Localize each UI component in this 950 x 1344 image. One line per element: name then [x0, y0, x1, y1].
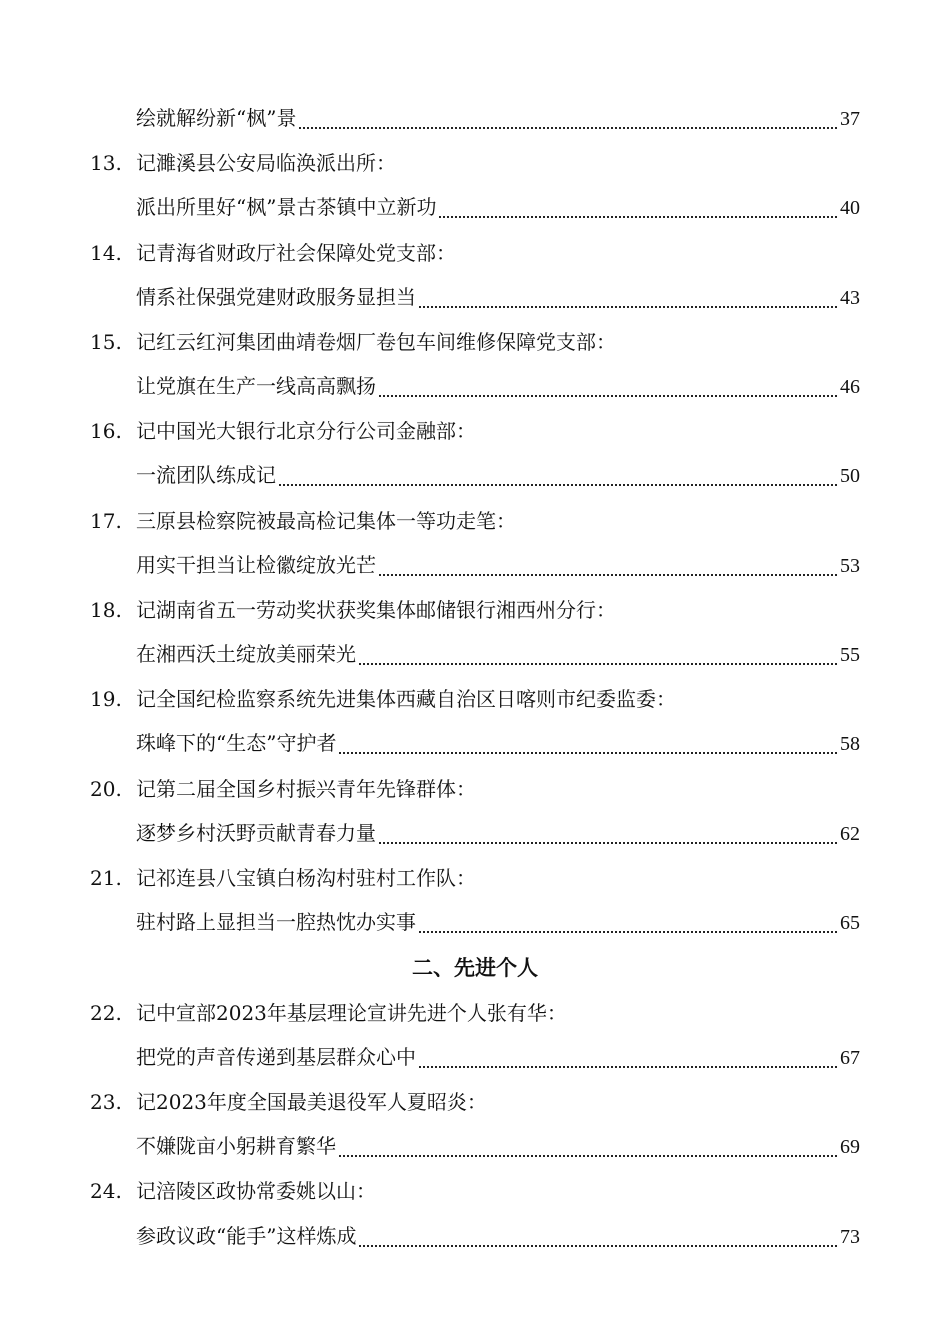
- toc-entry-heading: 记2023年度全国最美退役军人夏昭炎：: [136, 1090, 487, 1114]
- toc-entry-number: 14.: [90, 241, 122, 265]
- toc-entry-subtitle-line[interactable]: [90, 905, 860, 939]
- toc-entry-subtitle: 珠峰下的“生态”守护者: [136, 731, 337, 755]
- toc-entry-heading-line: [90, 861, 860, 895]
- toc-entry-subtitle: 让党旗在生产一线高高飘扬: [136, 374, 376, 398]
- toc-entry-heading: 记湖南省五一劳动奖状获奖集体邮储银行湘西州分行：: [136, 598, 616, 622]
- toc-entry-heading: 三原县检察院被最高检记集体一等功走笔：: [136, 509, 516, 533]
- section-heading: 二、先进个人: [412, 956, 538, 980]
- toc-page-number: 62: [840, 823, 860, 845]
- toc-page-number: 55: [840, 644, 860, 666]
- toc-page-number: 69: [840, 1136, 860, 1158]
- toc-entry-number: 20.: [90, 777, 122, 801]
- toc-entry-number: 13.: [90, 151, 122, 175]
- toc-entry-heading-line: [90, 504, 860, 538]
- toc-entry-heading-line: [90, 682, 860, 716]
- toc-entry-subtitle: 驻村路上显担当一腔热忱办实事: [136, 910, 416, 934]
- toc-entry-heading-line: [90, 593, 860, 627]
- toc-entry-number: 19.: [90, 687, 122, 711]
- toc-entry-heading-line: [90, 414, 860, 448]
- toc-entry-subtitle: 绘就解纷新“枫”景: [136, 106, 297, 130]
- toc-entry-heading-line: [90, 1085, 860, 1119]
- toc-page-number: 50: [840, 465, 860, 487]
- toc-page-number: 40: [840, 197, 860, 219]
- toc-entry-subtitle: 参政议政“能手”这样炼成: [136, 1224, 357, 1248]
- toc-entry-subtitle: 用实干担当让检徽绽放光芒: [136, 553, 376, 577]
- toc-entry-subtitle-line[interactable]: [90, 458, 860, 492]
- toc-page-number: 67: [840, 1047, 860, 1069]
- toc-entry-heading: 记青海省财政厅社会保障处党支部：: [136, 241, 456, 265]
- dot-leader: [419, 1066, 837, 1068]
- toc-entry-heading-line: [90, 772, 860, 806]
- toc-entry-subtitle-line[interactable]: [90, 637, 860, 671]
- toc-page-number: 58: [840, 733, 860, 755]
- dot-leader: [299, 127, 837, 129]
- dot-leader: [339, 1155, 837, 1157]
- toc-page-number: 46: [840, 376, 860, 398]
- toc-entry-heading: 记中宣部2023年基层理论宣讲先进个人张有华：: [136, 1001, 567, 1025]
- toc-entry-number: 23.: [90, 1090, 122, 1114]
- dot-leader: [439, 216, 837, 218]
- toc-entry-number: 22.: [90, 1001, 122, 1025]
- toc-entry-number: 17.: [90, 509, 122, 533]
- toc-entry-subtitle-line[interactable]: [90, 1219, 860, 1253]
- dot-leader: [339, 752, 837, 754]
- toc-entry-heading-line: [90, 996, 860, 1030]
- toc-entry-heading: 记第二届全国乡村振兴青年先锋群体：: [136, 777, 476, 801]
- dot-leader: [359, 663, 837, 665]
- toc-entry-number: 18.: [90, 598, 122, 622]
- toc-entry-subtitle: 派出所里好“枫”景古茶镇中立新功: [136, 195, 437, 219]
- dot-leader: [419, 931, 837, 933]
- toc-entry-subtitle: 不嫌陇亩小躬耕育繁华: [136, 1134, 336, 1158]
- dot-leader: [379, 842, 837, 844]
- toc-entry-number: 16.: [90, 419, 122, 443]
- toc-entry-subtitle: 一流团队练成记: [136, 463, 276, 487]
- toc-entry-subtitle-line[interactable]: [90, 280, 860, 314]
- toc-entry-heading-line: [90, 146, 860, 180]
- toc-entry-subtitle-line[interactable]: [90, 1040, 860, 1074]
- toc-page-number: 53: [840, 555, 860, 577]
- toc-entry-heading-line: [90, 325, 860, 359]
- toc-entry-heading: 记红云红河集团曲靖卷烟厂卷包车间维修保障党支部：: [136, 330, 616, 354]
- toc-entry-heading-line: [90, 236, 860, 270]
- toc-entry-heading: 记祁连县八宝镇白杨沟村驻村工作队：: [136, 866, 476, 890]
- dot-leader: [419, 306, 837, 308]
- toc-entry-subtitle: 情系社保强党建财政服务显担当: [136, 285, 416, 309]
- toc-entry-heading: 记中国光大银行北京分行公司金融部：: [136, 419, 476, 443]
- toc-entry-heading: 记全国纪检监察系统先进集体西藏自治区日喀则市纪委监委：: [136, 687, 676, 711]
- toc-entry-number: 15.: [90, 330, 122, 354]
- toc-entry-subtitle-line[interactable]: [90, 1129, 860, 1163]
- toc-entry-subtitle-line[interactable]: [90, 548, 860, 582]
- toc-entry-heading: 记濉溪县公安局临涣派出所：: [136, 151, 396, 175]
- toc-entry-heading-line: [90, 1174, 860, 1208]
- toc-entry-subtitle-line[interactable]: [90, 726, 860, 760]
- toc-entry-subtitle: 逐梦乡村沃野贡献青春力量: [136, 821, 376, 845]
- toc-entry-number: 21.: [90, 866, 122, 890]
- dot-leader: [359, 1245, 837, 1247]
- toc-page-number: 73: [840, 1226, 860, 1248]
- toc-page-number: 37: [840, 108, 860, 130]
- toc-page-number: 65: [840, 912, 860, 934]
- dot-leader: [379, 574, 837, 576]
- dot-leader: [279, 484, 837, 486]
- toc-entry-number: 24.: [90, 1179, 122, 1203]
- toc-entry-subtitle: 把党的声音传递到基层群众心中: [136, 1045, 416, 1069]
- dot-leader: [379, 395, 837, 397]
- toc-entry-subtitle-line[interactable]: [90, 190, 860, 224]
- toc-entry-subtitle-line[interactable]: [90, 101, 860, 135]
- toc-page-number: 43: [840, 287, 860, 309]
- toc-entry-heading: 记涪陵区政协常委姚以山：: [136, 1179, 376, 1203]
- toc-entry-subtitle-line[interactable]: [90, 816, 860, 850]
- toc-entry-subtitle: 在湘西沃土绽放美丽荣光: [136, 642, 356, 666]
- toc-entry-subtitle-line[interactable]: [90, 369, 860, 403]
